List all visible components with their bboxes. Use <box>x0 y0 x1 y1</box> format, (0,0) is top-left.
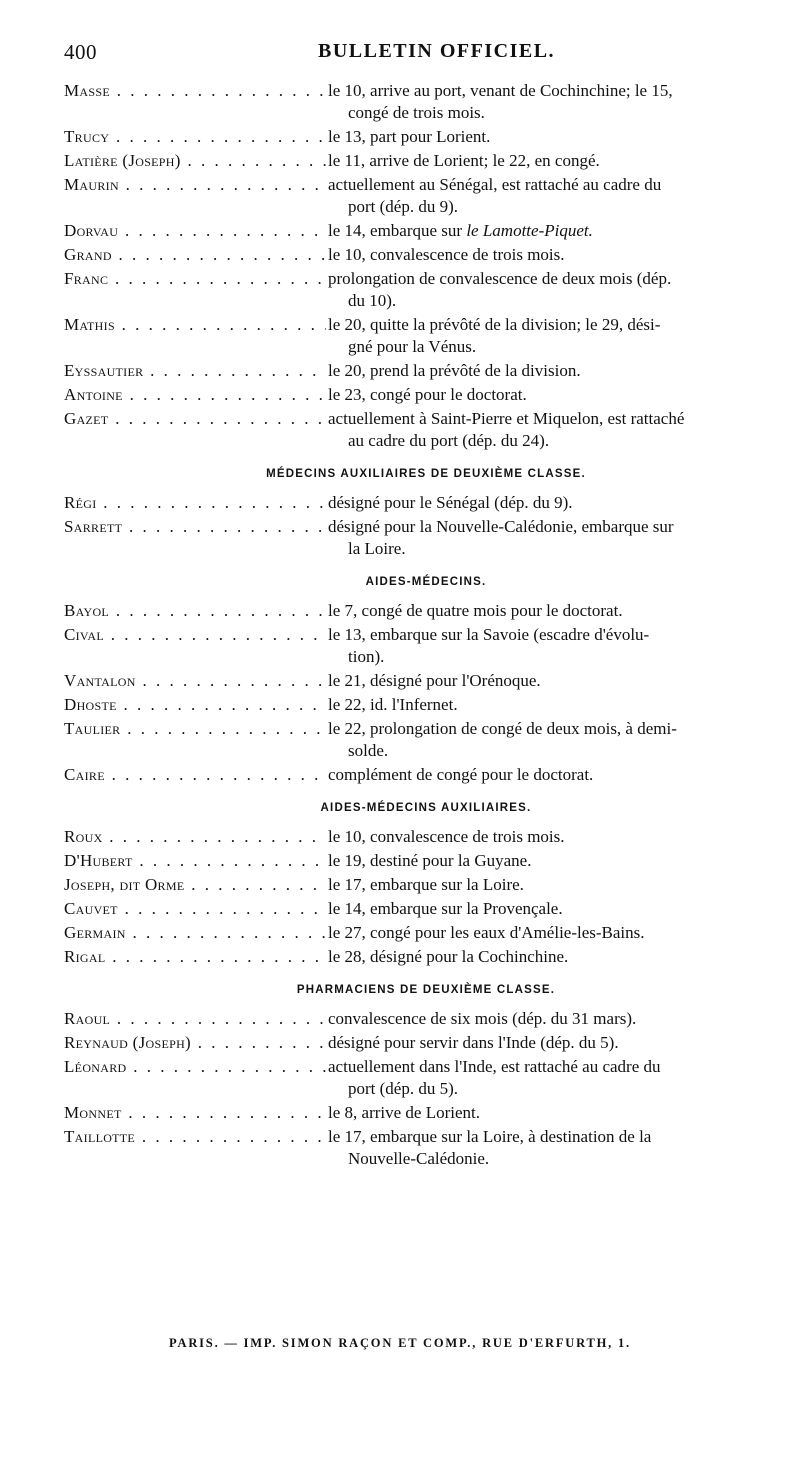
entry-text-line: actuellement dans l'Inde, est rattaché au cadre du <box>328 1057 661 1076</box>
entry-text <box>326 826 788 848</box>
entry-text-line: port (dép. du 9). <box>348 197 459 216</box>
entry-row <box>64 600 788 622</box>
entry-row <box>64 268 788 312</box>
entry-text-line: le 13, embarque sur la Savoie (escadre d'évolu- <box>328 625 650 644</box>
entry-text-line: prolongation de convalescence de deux mois (dép. <box>328 269 672 288</box>
entry-name: Dhoste . . . <box>64 694 326 716</box>
entry-name: Taillotte . . . <box>64 1126 326 1170</box>
entry-name: Franc . . . <box>64 268 326 312</box>
entry-row <box>64 220 788 242</box>
entry-text <box>326 600 788 622</box>
entry-text <box>326 244 788 266</box>
entry-name: Joseph, dit Orme . . . <box>64 874 326 896</box>
entry-row <box>64 826 788 848</box>
entry-text <box>326 80 788 124</box>
entry-text-line: le 21, désigné pour l'Orénoque. <box>328 671 541 690</box>
entry-row <box>64 718 788 762</box>
entry-text-line: solde. <box>348 741 389 760</box>
entry-name: Germain . . . <box>64 922 326 944</box>
entry-text-line: désigné pour le Sénégal (dép. du 9). <box>328 493 573 512</box>
entry-row <box>64 1102 788 1124</box>
document-body <box>64 80 788 1172</box>
entry-row <box>64 694 788 716</box>
entry-text <box>326 670 788 692</box>
entry-text <box>326 1126 788 1170</box>
entry-name: Roux . . . <box>64 826 326 848</box>
entry-text-line: le 27, congé pour les eaux d'Amélie-les-Bains. <box>328 923 645 942</box>
entry-text <box>326 220 788 242</box>
entry-name: Régi . . . <box>64 492 326 514</box>
entry-row <box>64 1008 788 1030</box>
entry-row <box>64 126 788 148</box>
entry-row <box>64 492 788 514</box>
entry-name: Caire . . . <box>64 764 326 786</box>
entry-text <box>326 384 788 406</box>
entry-text-line: tion). <box>348 647 385 666</box>
entry-row <box>64 408 788 452</box>
entry-name: Latière (Joseph) . . . <box>64 150 326 172</box>
entry-name: Maurin . . . <box>64 174 326 218</box>
entry-text <box>326 850 788 872</box>
entry-row <box>64 624 788 668</box>
entry-text-line: le 10, arrive au port, venant de Cochinchine; le 15, <box>328 81 673 100</box>
entry-row <box>64 174 788 218</box>
entry-text-line: le 22, id. l'Infernet. <box>328 695 458 714</box>
entry-text <box>326 1056 788 1100</box>
entry-text-line: le 20, prend la prévôté de la division. <box>328 361 581 380</box>
entry-row <box>64 922 788 944</box>
entry-text-line: le 10, convalescence de trois mois. <box>328 245 565 264</box>
entry-name: Taulier . . . <box>64 718 326 762</box>
entry-text <box>326 516 788 560</box>
section-heading: MÉDECINS AUXILIAIRES DE DEUXIÈME CLASSE. <box>266 468 586 480</box>
entry-name: Grand . . . <box>64 244 326 266</box>
entry-text-line: le 13, part pour Lorient. <box>328 127 491 146</box>
entry-text <box>326 360 788 382</box>
entry-row <box>64 946 788 968</box>
section-heading: AIDES-MÉDECINS AUXILIAIRES. <box>320 802 532 814</box>
entry-row <box>64 670 788 692</box>
entry-text <box>326 624 788 668</box>
entry-text-line: le 23, congé pour le doctorat. <box>328 385 527 404</box>
entry-name: Monnet . . . <box>64 1102 326 1124</box>
entry-name: Antoine . . . <box>64 384 326 406</box>
entry-text-line: complément de congé pour le doctorat. <box>328 765 594 784</box>
entry-text-line: le 22, prolongation de congé de deux mois, à demi- <box>328 719 677 738</box>
entry-row <box>64 244 788 266</box>
entry-name: Cauvet . . . <box>64 898 326 920</box>
entry-text <box>326 764 788 786</box>
entry-text-line: le 10, convalescence de trois mois. <box>328 827 565 846</box>
entry-name: Léonard . . . <box>64 1056 326 1100</box>
entry-text <box>326 694 788 716</box>
entry-text-line: actuellement à Saint-Pierre et Miquelon, est rattaché <box>328 409 685 428</box>
entry-name: Sarrett . . . <box>64 516 326 560</box>
entry-text-line: le 7, congé de quatre mois pour le doctorat. <box>328 601 623 620</box>
entry-text-line: désigné pour servir dans l'Inde (dép. du 5). <box>328 1033 619 1052</box>
entry-text-line: Nouvelle-Calédonie. <box>348 1149 490 1168</box>
entry-text <box>326 268 788 312</box>
entry-name: Raoul . . . <box>64 1008 326 1030</box>
entry-row <box>64 360 788 382</box>
entry-text-line: la Loire. <box>348 539 406 558</box>
entry-text <box>326 408 788 452</box>
entry-name: Rigal . . . <box>64 946 326 968</box>
entry-text <box>326 126 788 148</box>
entry-text <box>326 946 788 968</box>
entry-text-line: le 20, quitte la prévôté de la division; le 29, dési- <box>328 315 661 334</box>
entry-name: Bayol . . . <box>64 600 326 622</box>
entry-text <box>326 174 788 218</box>
entry-text-line: au cadre du port (dép. du 24). <box>348 431 550 450</box>
entry-text-line: le 28, désigné pour la Cochinchine. <box>328 947 569 966</box>
entry-row <box>64 314 788 358</box>
entry-text-line: gné pour la Vénus. <box>348 337 477 356</box>
entry-name: Reynaud (Joseph) . . . <box>64 1032 326 1054</box>
entry-row <box>64 150 788 172</box>
printer-imprint: PARIS. — IMP. SIMON RAÇON ET COMP., RUE D'ERFURTH, 1. <box>168 1336 631 1350</box>
entry-text-line: le 17, embarque sur la Loire, à destination de la <box>328 1127 652 1146</box>
entry-text-line: le Lamotte-Piquet. <box>466 221 593 240</box>
entry-row <box>64 764 788 786</box>
entry-text <box>326 150 788 172</box>
running-head-title: BULLETIN OFFICIEL. <box>318 40 556 62</box>
entry-row <box>64 1126 788 1170</box>
entry-text-line: le 14, embarque sur <box>328 221 467 240</box>
entry-text <box>326 492 788 514</box>
entry-row <box>64 1056 788 1100</box>
entry-text-line: désigné pour la Nouvelle-Calédonie, embarque sur <box>328 517 674 536</box>
entry-text-line: port (dép. du 5). <box>348 1079 459 1098</box>
entry-text-line: le 19, destiné pour la Guyane. <box>328 851 532 870</box>
entry-text-line: convalescence de six mois (dép. du 31 mars). <box>328 1009 637 1028</box>
entry-text <box>326 874 788 896</box>
entry-text <box>326 314 788 358</box>
page-number: 400 <box>64 40 97 64</box>
entry-text <box>326 1008 788 1030</box>
entry-text-line: actuellement au Sénégal, est rattaché au cadre du <box>328 175 662 194</box>
entry-name: Trucy . . . <box>64 126 326 148</box>
entry-name: Cival . . . <box>64 624 326 668</box>
entry-name: Gazet . . . <box>64 408 326 452</box>
entry-name: Mathis . . . <box>64 314 326 358</box>
entry-row <box>64 850 788 872</box>
entry-name: D'Hubert . . . <box>64 850 326 872</box>
section-heading: PHARMACIENS DE DEUXIÈME CLASSE. <box>296 984 556 996</box>
entry-name: Dorvau . . . <box>64 220 326 242</box>
entry-text <box>326 898 788 920</box>
entry-name: Vantalon . . . <box>64 670 326 692</box>
entry-text <box>326 1102 788 1124</box>
entry-name: Masse . . . <box>64 80 326 124</box>
entry-row <box>64 1032 788 1054</box>
entry-text-line: le 17, embarque sur la Loire. <box>328 875 524 894</box>
entry-name: Eyssautier . . . <box>64 360 326 382</box>
entry-row <box>64 80 788 124</box>
entry-text <box>326 1032 788 1054</box>
entry-row <box>64 874 788 896</box>
entry-text <box>326 718 788 762</box>
entry-text-line: du 10). <box>348 291 397 310</box>
entry-row <box>64 898 788 920</box>
entry-row <box>64 384 788 406</box>
section-heading: AIDES-MÉDECINS. <box>365 576 487 588</box>
entry-text-line: le 11, arrive de Lorient; le 22, en congé. <box>328 151 600 170</box>
entry-text <box>326 922 788 944</box>
entry-text-line: le 8, arrive de Lorient. <box>328 1103 480 1122</box>
entry-text-line: le 14, embarque sur la Provençale. <box>328 899 563 918</box>
entry-row <box>64 516 788 560</box>
entry-text-line: congé de trois mois. <box>348 103 485 122</box>
